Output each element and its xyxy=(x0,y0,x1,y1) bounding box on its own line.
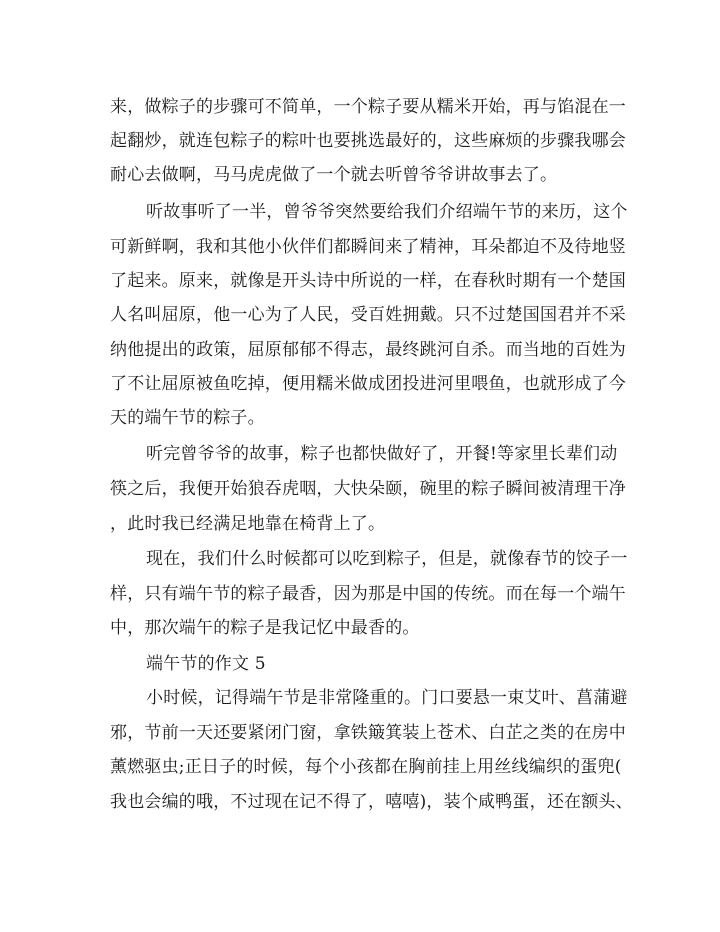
text-line: 可新鲜啊，我和其他小伙伴们都瞬间来了精神，耳朵都迫不及待地竖 xyxy=(110,237,626,257)
text-line: 纳他提出的政策，屈原郁郁不得志，最终跳河自杀。而当地的百姓为 xyxy=(110,340,626,360)
text-line: 天的端午节的粽子。 xyxy=(110,408,265,428)
text-line: 来，做粽子的步骤可不简单，一个粽子要从糯米开始，再与馅混在一 xyxy=(110,97,626,117)
text-line: 人名叫屈原，他一心为了人民，受百姓拥戴。只不过楚国国君并不采 xyxy=(110,305,626,325)
text-line: 了起来。原来，就像是开头诗中所说的一样，在春秋时期有一个楚国 xyxy=(110,271,626,291)
text-line: 了不让屈原被鱼吃掉，便用糯米做成团投进河里喂鱼，也就形成了今 xyxy=(110,374,626,394)
paragraph-first-line: 小时候，记得端午节是非常隆重的。门口要悬一束艾叶、菖蒲避 xyxy=(146,688,628,708)
text-line: 起翻炒，就连包粽子的粽叶也要挑选最好的，这些麻烦的步骤我哪会 xyxy=(110,131,626,151)
paragraph-first-line: 听故事听了一半，曾爷爷突然要给我们介绍端午节的来历，这个 xyxy=(146,202,628,222)
text-line: 筷之后，我便开始狼吞虎咽，大快朵颐，碗里的粽子瞬间被清理干净 xyxy=(110,479,626,499)
text-line: 我也会编的哦，不过现在记不得了，嘻嘻)，装个咸鸭蛋，还在额头、 xyxy=(110,792,633,812)
paragraph-first-line: 听完曾爷爷的故事，粽子也都快做好了，开餐!等家里长辈们动 xyxy=(146,444,618,464)
text-line: 邪，节前一天还要紧闭门窗，拿铁簸箕装上苍术、白芷之类的在房中 xyxy=(110,723,626,743)
text-line: 中，那次端午的粽子是我记忆中最香的。 xyxy=(110,618,420,638)
paragraph-first-line: 现在，我们什么时候都可以吃到粽子，但是，就像春节的饺子一 xyxy=(146,549,628,569)
text-line: 耐心去做啊，马马虎虎做了一个就去听曾爷爷讲故事去了。 xyxy=(110,165,558,185)
text-line: ，此时我已经满足地靠在椅背上了。 xyxy=(110,514,386,534)
section-heading: 端午节的作文 5 xyxy=(146,654,266,674)
text-line: 样，只有端午节的粽子最香，因为那是中国的传统。而在每一个端午 xyxy=(110,584,626,604)
text-line: 薰燃驱虫;正日子的时候，每个小孩都在胸前挂上用丝线编织的蛋兜( xyxy=(110,757,622,777)
